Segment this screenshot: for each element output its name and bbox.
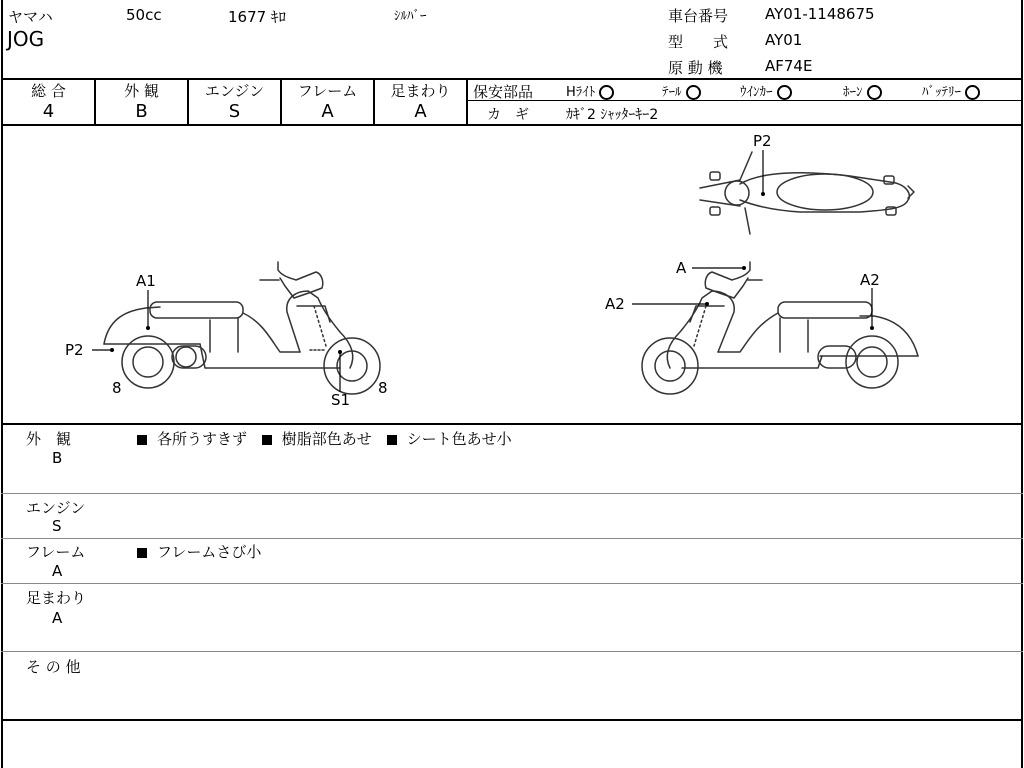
section-line-2 xyxy=(1,493,1023,494)
bullet-square-icon xyxy=(387,435,397,445)
engine-label: 原 動 機 xyxy=(668,59,723,77)
note-item: 各所うすきず xyxy=(157,430,248,448)
callout-label: 8 xyxy=(378,379,388,397)
mileage: 1677 ｷﾛ xyxy=(228,8,286,26)
grade-value-frame: A xyxy=(321,101,334,122)
section-label-exterior: 外 観 xyxy=(26,430,72,448)
section-label-other: そ の 他 xyxy=(26,658,81,676)
grade-value-exterior: B xyxy=(135,101,148,122)
model-name: JOG xyxy=(7,27,45,51)
note-item: 樹脂部色あせ xyxy=(281,430,372,448)
displacement: 50cc xyxy=(126,6,162,24)
grade-value-overall: 4 xyxy=(42,101,55,122)
safety-item-winker xyxy=(740,81,792,100)
callout-dot xyxy=(761,192,765,196)
grade-label-engine: エンジン xyxy=(204,82,265,100)
ok-circle-icon xyxy=(599,85,614,100)
section-grade-exterior: B xyxy=(52,449,63,467)
section-line-3 xyxy=(1,538,1023,539)
section-line-6 xyxy=(1,719,1023,721)
safety-item-battery xyxy=(922,81,980,100)
grade-value-engine: S xyxy=(228,101,241,122)
callout-label: A2 xyxy=(605,295,625,313)
callout-label: A1 xyxy=(136,272,156,290)
callout-label: A2 xyxy=(860,271,880,289)
callout-label: P2 xyxy=(65,341,84,359)
type-label: 型 式 xyxy=(668,33,729,51)
ok-circle-icon xyxy=(867,85,882,100)
section-line-5 xyxy=(1,651,1023,652)
callout-label: P2 xyxy=(753,132,772,150)
safety-item-label: Hﾗｲﾄ xyxy=(566,85,596,100)
section-line-1 xyxy=(1,423,1023,425)
callout-label: 8 xyxy=(112,379,122,397)
section-label-engine: エンジン xyxy=(26,499,86,517)
note-item: フレームさび小 xyxy=(157,543,262,561)
ok-circle-icon xyxy=(965,85,980,100)
maker: ヤマハ xyxy=(8,8,53,26)
safety-item-label: ﾊﾞｯﾃﾘｰ xyxy=(922,85,961,100)
grade-label-overall: 総 合 xyxy=(31,82,66,100)
grade-label-exterior: 外 観 xyxy=(124,82,159,100)
grade-label-frame: フレーム xyxy=(297,82,358,100)
section-grade-engine: S xyxy=(52,517,62,535)
safety-title: 保安部品 xyxy=(473,83,534,101)
section-grade-suspension: A xyxy=(52,609,63,627)
safety-item-tail xyxy=(662,81,701,100)
note-item: シート色あせ小 xyxy=(406,430,512,448)
bullet-square-icon xyxy=(137,435,147,445)
key-label: カ ギ xyxy=(487,107,529,123)
section-line-4 xyxy=(1,583,1023,584)
safety-item-horn xyxy=(843,81,882,100)
safety-item-label: ﾃｰﾙ xyxy=(662,85,682,100)
frame-no: AY01-1148675 xyxy=(765,5,875,23)
section-label-suspension: 足まわり xyxy=(26,589,87,607)
frame-no-label: 車台番号 xyxy=(668,7,729,25)
section-label-frame: フレーム xyxy=(26,543,86,561)
grade-value-suspension: A xyxy=(414,101,427,122)
callout-dot xyxy=(870,326,874,330)
safety-item-label: ｳｲﾝｶｰ xyxy=(740,85,773,100)
ok-circle-icon xyxy=(777,85,792,100)
bullet-square-icon xyxy=(137,548,147,558)
grade-label-suspension: 足まわり xyxy=(390,82,451,100)
callout-label: S1 xyxy=(331,391,351,409)
key-value: ｶｷﾞ2 ｼｬｯﾀｰｷｰ2 xyxy=(566,107,659,123)
bullet-square-icon xyxy=(262,435,272,445)
section-notes-frame xyxy=(137,541,261,562)
callout-dot xyxy=(338,350,342,354)
section-notes-exterior xyxy=(137,428,512,449)
type-value: AY01 xyxy=(765,31,803,49)
grade-divider-5 xyxy=(466,78,468,126)
section-grade-frame: A xyxy=(52,562,63,580)
ok-circle-icon xyxy=(686,85,701,100)
scooter-diagram xyxy=(0,126,1024,424)
color: ｼﾙﾊﾞｰ xyxy=(394,9,427,24)
callout-dot xyxy=(742,266,746,270)
scooter-top-view xyxy=(700,152,914,234)
engine-value: AF74E xyxy=(765,57,813,75)
callout-dot xyxy=(110,348,114,352)
callout-label: A xyxy=(676,259,687,277)
safety-item-label: ﾎｰﾝ xyxy=(843,85,863,100)
callout-dot xyxy=(146,326,150,330)
safety-midline xyxy=(466,100,1023,101)
callout-dot xyxy=(705,302,709,306)
safety-item-headlight xyxy=(566,81,614,100)
